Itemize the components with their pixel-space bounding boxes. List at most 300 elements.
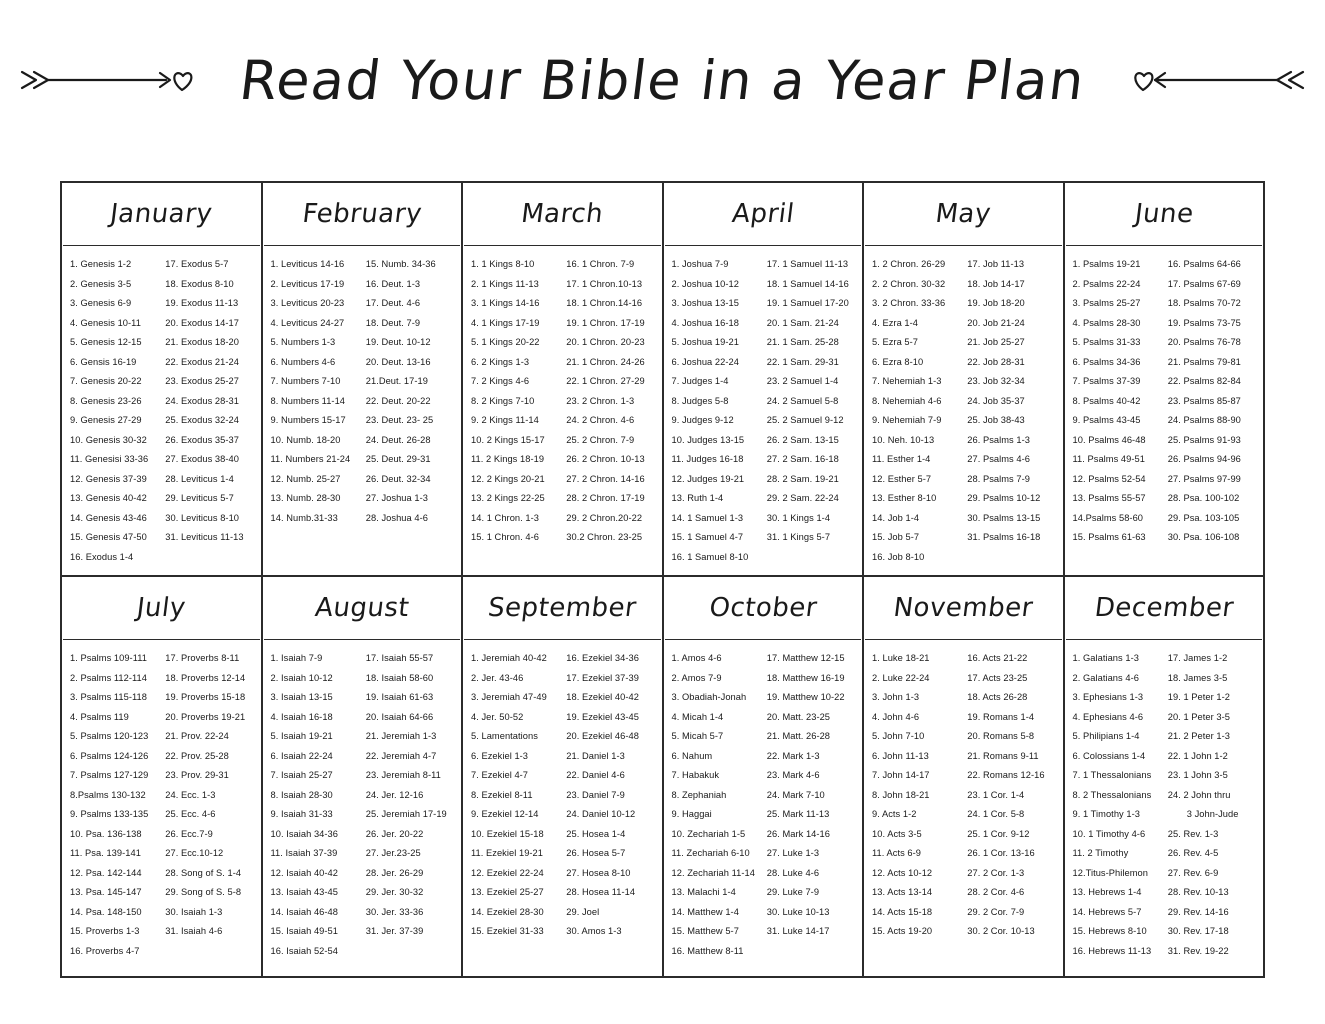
list-item: 24. Daniel 10-12 — [566, 809, 636, 819]
list-item: 25. Deut. 29-31 — [365, 454, 431, 464]
list-item: 23. 1 Cor. 1-4 — [967, 789, 1025, 800]
list-item: 7. Nehemiah 1-3 — [872, 376, 942, 386]
list-item: 30. Jer. 33-36 — [365, 906, 424, 917]
month-title-october: October — [707, 593, 819, 623]
list-item: 28. Leviticus 1-4 — [165, 473, 234, 484]
list-item: 11. Acts 6-9 — [872, 848, 922, 858]
list-item: 1. Genesis 1-2 — [70, 259, 132, 269]
list-item: 13. Ruth 1-4 — [671, 493, 724, 503]
list-item: 25. Psalms 91-93 — [1167, 434, 1241, 445]
list-item: 3. Isaiah 13-15 — [270, 692, 333, 702]
list-item: 3. Obadiah-Jonah — [671, 692, 747, 702]
list-item: 17. Proverbs 8-11 — [165, 653, 240, 663]
month-title-november: November — [891, 593, 1035, 623]
list-item: 8.Psalms 130-132 — [70, 789, 146, 800]
list-item: 10. Zechariah 1-5 — [671, 828, 746, 839]
page-header — [0, 0, 1325, 160]
list-item: 12. Numb. 25-27 — [270, 473, 341, 484]
list-item: 9. Isaiah 31-33 — [270, 809, 333, 819]
list-item: 13. Numb. 28-30 — [270, 493, 341, 503]
list-item: 15. Job 5-7 — [872, 532, 920, 542]
list-item: 30. 2 Cor. 10-13 — [967, 926, 1035, 936]
list-item: 23. Prov. 29-31 — [165, 770, 229, 780]
list-item-continuation: 3 John-Jude — [1186, 809, 1239, 819]
list-item: 14. Genesis 43-46 — [70, 512, 147, 523]
list-item: 8. Zephaniah — [671, 789, 727, 800]
list-item: 8. Isaiah 28-30 — [270, 789, 333, 800]
list-item: 10. Neh. 10-13 — [872, 434, 935, 445]
list-item: 26. 2 Sam. 13-15 — [766, 434, 839, 445]
list-item: 5. Micah 5-7 — [671, 731, 724, 741]
entries-column-2 — [1165, 255, 1258, 562]
list-item: 14. 1 Samuel 1-3 — [671, 512, 744, 523]
list-item: 15. Matthew 5-7 — [671, 926, 739, 936]
list-item: 14. Hebrews 5-7 — [1072, 906, 1142, 917]
month-title-april: April — [729, 199, 796, 229]
entries-column-1 — [468, 255, 561, 562]
months-row-first-half — [62, 183, 1265, 577]
list-item: 25. Hosea 1-4 — [566, 828, 626, 839]
list-item: 25. Rev. 1-3 — [1167, 828, 1219, 839]
list-item: 2. Leviticus 17-19 — [270, 278, 345, 289]
list-item: 25. Ecc. 4-6 — [165, 809, 216, 819]
list-item: 7. Ezekiel 4-7 — [471, 770, 529, 780]
list-item: 21. Prov. 22-24 — [165, 731, 229, 741]
list-item: 13. Psalms 55-57 — [1072, 493, 1146, 503]
list-item: 19. Isaiah 61-63 — [365, 692, 434, 702]
list-item: 27. Rev. 6-9 — [1167, 867, 1219, 878]
list-item: 9. Genesis 27-29 — [70, 415, 142, 425]
month-cell-december — [1065, 577, 1266, 978]
month-entries-july — [62, 640, 261, 976]
list-item: 27. Ecc.10-12 — [165, 848, 224, 858]
list-item: 22. Daniel 4-6 — [566, 770, 625, 780]
entries-column-1 — [268, 649, 361, 968]
list-item: 9. Psalms 133-135 — [70, 809, 149, 819]
list-item: 25. Mark 11-13 — [766, 809, 830, 819]
list-item: 21. 1 Chron. 24-26 — [566, 356, 645, 367]
list-item: 4. John 4-6 — [872, 711, 920, 722]
list-item: 20. Romans 5-8 — [967, 731, 1035, 741]
list-item: 19. Proverbs 15-18 — [165, 692, 246, 702]
list-item: 2. Isaiah 10-12 — [270, 672, 333, 683]
list-item: 14. Acts 15-18 — [872, 906, 933, 917]
list-item: 21. 2 Peter 1-3 — [1167, 731, 1231, 741]
list-item: 4. Ezra 1-4 — [872, 317, 919, 328]
list-item: 21.Deut. 17-19 — [365, 376, 428, 386]
list-item: 24. 2 Samuel 5-8 — [766, 395, 839, 406]
entries-column-1 — [468, 649, 561, 968]
list-item: 2. Psalms 112-114 — [70, 672, 147, 683]
list-item: 24. Ecc. 1-3 — [165, 789, 216, 800]
list-item: 27. Psalms 97-99 — [1167, 473, 1241, 484]
list-item: 26. Psalms 94-96 — [1167, 454, 1241, 464]
list-item: 21. Romans 9-11 — [967, 750, 1039, 761]
list-item: 1. Isaiah 7-9 — [270, 653, 323, 663]
list-item: 28. Hosea 11-14 — [566, 887, 636, 897]
list-item: 6. Joshua 22-24 — [671, 356, 739, 367]
list-item: 26. Ecc.7-9 — [165, 828, 213, 839]
list-item: 23. Job 32-34 — [967, 376, 1025, 386]
list-item: 11. Psa. 139-141 — [70, 848, 141, 858]
entries-column-1 — [669, 255, 762, 567]
list-item: 19. 1 Samuel 17-20 — [766, 298, 849, 308]
list-item: 19. Exodus 11-13 — [165, 298, 239, 308]
list-item: 11. 2 Timothy — [1072, 848, 1129, 858]
entries-column-2 — [764, 255, 857, 567]
list-item: 14. Psa. 148-150 — [70, 906, 142, 917]
list-item: 22. Job 28-31 — [967, 356, 1025, 367]
entries-column-1 — [67, 649, 160, 968]
month-cell-november — [864, 577, 1065, 978]
list-item: 13. Malachi 1-4 — [671, 887, 736, 897]
list-item: 28. Psa. 100-102 — [1167, 493, 1240, 503]
list-item: 4. Joshua 16-18 — [671, 317, 739, 328]
entries-column-2 — [563, 255, 656, 562]
list-item: 18. Job 14-17 — [967, 278, 1025, 289]
entries-column-1 — [67, 255, 160, 567]
list-item: 20. Proverbs 19-21 — [165, 711, 246, 722]
list-item: 10. Psa. 136-138 — [70, 828, 142, 839]
list-item: 22. Romans 12-16 — [967, 770, 1045, 780]
list-item: 19. Psalms 73-75 — [1167, 317, 1241, 328]
list-item: 8. John 18-21 — [872, 789, 930, 800]
list-item: 6. Psalms 124-126 — [70, 750, 149, 761]
list-item: 24. Job 35-37 — [967, 395, 1025, 406]
list-item: 16. Exodus 1-4 — [70, 551, 134, 562]
list-item: 2. 1 Kings 11-13 — [471, 278, 539, 289]
list-item: 29. Rev. 14-16 — [1167, 906, 1229, 917]
list-item: 17. Acts 23-25 — [967, 672, 1028, 683]
list-item: 8. Ezekiel 8-11 — [471, 789, 533, 800]
month-cell-july — [62, 577, 263, 978]
list-item: 26. 1 Cor. 13-16 — [967, 848, 1035, 858]
list-item: 12. Psa. 142-144 — [70, 867, 142, 878]
list-item: 1. Luke 18-21 — [872, 653, 930, 663]
entries-column-2 — [162, 255, 255, 567]
list-item: 28. Psalms 7-9 — [967, 473, 1030, 484]
list-item: 1. 2 Chron. 26-29 — [872, 259, 946, 269]
list-item: 16. 1 Chron. 7-9 — [566, 259, 635, 269]
list-item: 18. 1 Samuel 14-16 — [766, 278, 849, 289]
list-item: 29. Joel — [566, 906, 600, 917]
list-item: 13. Isaiah 43-45 — [270, 887, 338, 897]
entries-column-1 — [1070, 255, 1163, 562]
month-entries-may — [864, 246, 1063, 575]
entries-column-2 — [964, 649, 1057, 968]
list-item: 20. Exodus 14-17 — [165, 317, 239, 328]
list-item: 24. 2 John thru — [1167, 789, 1231, 800]
list-item: 11. Esther 1-4 — [872, 454, 931, 464]
list-item: 30. Amos 1-3 — [566, 926, 622, 936]
list-item: 30. Psa. 106-108 — [1167, 532, 1240, 542]
list-item: 5. Genesis 12-15 — [70, 337, 142, 347]
list-item: 13. Ezekiel 25-27 — [471, 887, 544, 897]
list-item: 23. Psalms 85-87 — [1167, 395, 1241, 406]
month-title-february: February — [300, 199, 424, 229]
list-item: 11. Isaiah 37-39 — [270, 848, 338, 858]
list-item: 21. Jeremiah 1-3 — [365, 731, 437, 741]
list-item: 29. 2 Sam. 22-24 — [766, 493, 839, 503]
list-item: 5. Psalms 31-33 — [1072, 337, 1141, 347]
list-item: 7. Habakuk — [671, 770, 720, 780]
list-item: 6. 2 Kings 1-3 — [471, 356, 530, 367]
list-item: 7. John 14-17 — [872, 770, 930, 780]
list-item: 13. Hebrews 1-4 — [1072, 887, 1142, 897]
list-item: 5. 1 Kings 20-22 — [471, 337, 540, 347]
list-item: 12. Isaiah 40-42 — [270, 867, 338, 878]
list-item: 8. 2 Kings 7-10 — [471, 395, 535, 406]
list-item: 16. Job 8-10 — [872, 551, 925, 562]
list-item: 25. 2 Samuel 9-12 — [766, 415, 844, 425]
list-item: 26. 2 Chron. 10-13 — [566, 454, 645, 464]
list-item: 10. Ezekiel 15-18 — [471, 828, 544, 839]
month-entries-august — [263, 640, 462, 976]
list-item: 4. Psalms 119 — [70, 711, 129, 722]
list-item: 5. Philipians 1-4 — [1072, 731, 1140, 741]
entries-column-1 — [268, 255, 361, 562]
list-item: 16. Proverbs 4-7 — [70, 945, 140, 956]
list-item: 20. 1 Peter 3-5 — [1167, 711, 1231, 722]
month-entries-november — [864, 640, 1063, 976]
list-item: 30.2 Chron. 23-25 — [566, 532, 643, 542]
months-row-second-half — [62, 577, 1265, 978]
list-item: 18. Isaiah 58-60 — [365, 672, 434, 683]
list-item: 10. Psalms 46-48 — [1072, 434, 1146, 445]
list-item: 16. Psalms 64-66 — [1167, 259, 1241, 269]
list-item: 23. Daniel 7-9 — [566, 789, 625, 800]
list-item: 31. Jer. 37-39 — [365, 926, 424, 936]
list-item: 5. Joshua 19-21 — [671, 337, 739, 347]
list-item: 17. Exodus 5-7 — [165, 259, 229, 269]
list-item: 3. Ephesians 1-3 — [1072, 692, 1144, 702]
list-item: 22. Psalms 82-84 — [1167, 376, 1241, 386]
list-item: 8. Genesis 23-26 — [70, 395, 142, 406]
month-cell-february — [263, 183, 464, 577]
list-item: 2. Psalms 22-24 — [1072, 278, 1141, 289]
list-item: 11. Numbers 21-24 — [270, 454, 351, 464]
list-item: 14. Numb.31-33 — [270, 512, 338, 523]
list-item: 3. 1 Kings 14-16 — [471, 298, 540, 308]
list-item: 5. John 7-10 — [872, 731, 925, 741]
list-item: 29. Song of S. 5-8 — [165, 887, 242, 897]
month-entries-october — [664, 640, 863, 976]
arrow-right-with-heart-icon — [14, 60, 194, 100]
list-item: 26. Hosea 5-7 — [566, 848, 626, 858]
list-item: 21. Psalms 79-81 — [1167, 356, 1241, 367]
list-item: 28. Jer. 26-29 — [365, 867, 424, 878]
list-item: 31. Isaiah 4-6 — [165, 926, 223, 936]
list-item: 29. Jer. 30-32 — [365, 887, 424, 897]
list-item: 25. Job 38-43 — [967, 415, 1025, 425]
month-title-march: March — [519, 199, 605, 229]
list-item: 3. Jeremiah 47-49 — [471, 692, 547, 702]
list-item: 4. Micah 1-4 — [671, 711, 724, 722]
list-item: 5. Ezra 5-7 — [872, 337, 919, 347]
list-item: 12. Psalms 52-54 — [1072, 473, 1146, 484]
list-item: 4. Genesis 10-11 — [70, 317, 141, 328]
list-item: 27. Psalms 4-6 — [967, 454, 1030, 464]
list-item: 14. Job 1-4 — [872, 512, 920, 523]
list-item: 4. Psalms 28-30 — [1072, 317, 1141, 328]
list-item: 15. Psalms 61-63 — [1072, 532, 1146, 542]
list-item: 19. 1 Peter 1-2 — [1167, 692, 1231, 702]
list-item: 22. Jeremiah 4-7 — [365, 750, 437, 761]
list-item: 19. Deut. 10-12 — [365, 337, 431, 347]
list-item: 22. Exodus 21-24 — [165, 356, 239, 367]
list-item: 19. Ezekiel 43-45 — [566, 711, 639, 722]
list-item: 3. Joshua 13-15 — [671, 298, 739, 308]
list-item: 6. Psalms 34-36 — [1072, 356, 1141, 367]
list-item: 29. Psalms 10-12 — [967, 493, 1041, 503]
list-item: 4. Ephesians 4-6 — [1072, 711, 1144, 722]
entries-column-2 — [764, 649, 857, 968]
list-item: 22. Mark 1-3 — [766, 750, 820, 761]
list-item: 30. Rev. 17-18 — [1167, 926, 1229, 936]
list-item: 7. Psalms 37-39 — [1072, 376, 1141, 386]
list-item: 31. Luke 14-17 — [766, 926, 830, 936]
list-item: 3. 2 Chron. 33-36 — [872, 298, 946, 308]
list-item: 24. Mark 7-10 — [766, 789, 825, 800]
list-item: 15. Proverbs 1-3 — [70, 926, 140, 936]
list-item: 17. 1 Chron.10-13 — [566, 278, 643, 289]
list-item: 7. 1 Thessalonians — [1072, 770, 1152, 780]
list-item: 29. Psa. 103-105 — [1167, 512, 1240, 523]
list-item: 23. 2 Samuel 1-4 — [766, 376, 839, 386]
list-item: 15. Genesis 47-50 — [70, 532, 147, 542]
list-item: 20. Matt. 23-25 — [766, 711, 831, 722]
month-entries-april — [664, 246, 863, 575]
list-item: 24. 1 Cor. 5-8 — [967, 809, 1025, 819]
list-item: 18. Deut. 7-9 — [365, 317, 421, 328]
list-item: 22. 1 Sam. 29-31 — [766, 356, 839, 367]
list-item: 1. Psalms 109-111 — [70, 653, 147, 663]
list-item: 16. Hebrews 11-13 — [1072, 945, 1152, 956]
list-item: 6. Numbers 4-6 — [270, 356, 336, 367]
list-item: 11. Psalms 49-51 — [1072, 454, 1145, 464]
list-item: 7. 2 Kings 4-6 — [471, 376, 530, 386]
list-item: 29. Leviticus 5-7 — [165, 493, 234, 503]
list-item: 24. Exodus 28-31 — [165, 395, 239, 406]
list-item: 6. Nahum — [671, 750, 713, 761]
reading-plan-grid — [60, 181, 1265, 978]
list-item: 1. Leviticus 14-16 — [270, 259, 345, 269]
list-item: 4. Leviticus 24-27 — [270, 317, 345, 328]
list-item: 22. 1 Chron. 27-29 — [566, 376, 645, 386]
list-item: 27. 2 Cor. 1-3 — [967, 867, 1025, 878]
list-item: 28. Joshua 4-6 — [365, 512, 428, 523]
entries-column-1 — [1070, 649, 1163, 968]
list-item: 30. 1 Kings 1-4 — [766, 512, 831, 523]
month-title-january: January — [108, 199, 215, 229]
list-item: 12. Zechariah 11-14 — [671, 867, 755, 878]
list-item: 18. Exodus 8-10 — [165, 278, 234, 289]
list-item: 6. Isaiah 22-24 — [270, 750, 333, 761]
list-item: 24. 2 Chron. 4-6 — [566, 415, 635, 425]
list-item: 27. Joshua 1-3 — [365, 493, 428, 503]
list-item: 6. Ezra 8-10 — [872, 356, 924, 367]
list-item: 31. Psalms 16-18 — [967, 532, 1041, 542]
list-item: 15. Hebrews 8-10 — [1072, 926, 1147, 936]
list-item: 12. Acts 10-12 — [872, 867, 933, 878]
list-item: 20. Deut. 13-16 — [365, 356, 431, 367]
month-cell-september — [463, 577, 664, 978]
list-item: 10. Acts 3-5 — [872, 828, 922, 839]
list-item: 8. Psalms 40-42 — [1072, 395, 1141, 406]
list-item: 10. 2 Kings 15-17 — [471, 434, 545, 445]
list-item: 14. Ezekiel 28-30 — [471, 906, 544, 917]
list-item: 1. 1 Kings 8-10 — [471, 259, 535, 269]
list-item: 9. Psalms 43-45 — [1072, 415, 1141, 425]
month-cell-may — [864, 183, 1065, 577]
list-item: 20. Psalms 76-78 — [1167, 337, 1241, 347]
list-item: 18. Ezekiel 40-42 — [566, 692, 639, 702]
list-item: 9. 1 Timothy 1-3 — [1072, 809, 1140, 819]
list-item: 27. 2 Sam. 16-18 — [766, 454, 839, 464]
list-item: 14. 1 Chron. 1-3 — [471, 512, 539, 523]
entries-column-2 — [1165, 649, 1258, 968]
list-item: 14. Matthew 1-4 — [671, 906, 739, 917]
list-item: 6. Gensis 16-19 — [70, 356, 137, 367]
month-title-august: August — [312, 593, 411, 623]
list-item: 13. Esther 8-10 — [872, 493, 937, 503]
list-item: 5. Numbers 1-3 — [270, 337, 336, 347]
list-item: 23. Jeremiah 8-11 — [365, 770, 441, 780]
list-item: 12. Esther 5-7 — [872, 473, 932, 484]
list-item: 9. Numbers 15-17 — [270, 415, 346, 425]
list-item: 22. Deut. 20-22 — [365, 395, 431, 406]
entries-column-2 — [563, 649, 656, 968]
list-item: 21. Exodus 18-20 — [165, 337, 239, 347]
list-item: 11. 2 Kings 18-19 — [471, 454, 545, 464]
list-item: 4. 1 Kings 17-19 — [471, 317, 540, 328]
list-item: 29. 2 Cor. 7-9 — [967, 906, 1025, 917]
list-item: 5. Psalms 120-123 — [70, 731, 149, 741]
list-item: 5. Lamentations — [471, 731, 538, 741]
list-item: 8. Numbers 11-14 — [270, 395, 346, 406]
list-item: 21. 1 Sam. 25-28 — [766, 337, 839, 347]
list-item: 1. Amos 4-6 — [671, 653, 722, 663]
list-item: 28. Song of S. 1-4 — [165, 867, 242, 878]
month-cell-june — [1065, 183, 1266, 577]
month-title-june: June — [1132, 199, 1195, 229]
list-item: 11. Judges 16-18 — [671, 454, 744, 464]
list-item: 15. 1 Chron. 4-6 — [471, 532, 539, 542]
list-item: 7. Isaiah 25-27 — [270, 770, 333, 780]
list-item: 28. 2 Chron. 17-19 — [566, 493, 645, 503]
entries-column-1 — [869, 649, 962, 968]
list-item: 8. Nehemiah 4-6 — [872, 395, 942, 406]
list-item: 14. Isaiah 46-48 — [270, 906, 338, 917]
list-item: 18. Matthew 16-19 — [766, 672, 845, 683]
list-item: 3. John 1-3 — [872, 692, 920, 702]
list-item: 25. 2 Chron. 7-9 — [566, 434, 635, 445]
list-item: 25. Exodus 32-24 — [165, 415, 239, 425]
list-item: 2. Luke 22-24 — [872, 672, 930, 683]
list-item: 11. Ezekiel 19-21 — [471, 848, 543, 858]
list-item: 2. Genesis 3-5 — [70, 278, 132, 289]
list-item: 27. Hosea 8-10 — [566, 867, 631, 878]
month-entries-september — [463, 640, 662, 976]
list-item: 8. 2 Thessalonians — [1072, 789, 1152, 800]
list-item: 1. Galatians 1-3 — [1072, 653, 1139, 663]
list-item: 17. Isaiah 55-57 — [365, 653, 434, 663]
list-item: 30. Luke 10-13 — [766, 906, 830, 917]
list-item: 9. Nehemiah 7-9 — [872, 415, 942, 425]
list-item: 10. Judges 13-15 — [671, 434, 745, 445]
list-item: 23. Mark 4-6 — [766, 770, 820, 780]
list-item: 18. Acts 26-28 — [967, 692, 1028, 702]
